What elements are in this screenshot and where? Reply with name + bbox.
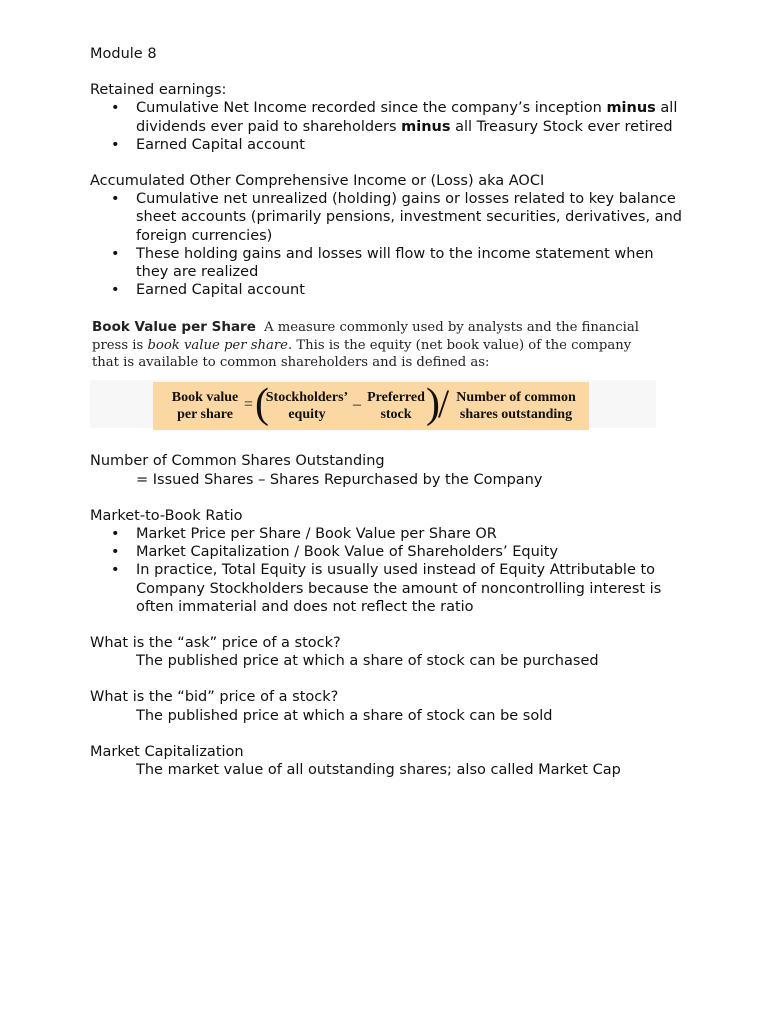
bid-price-question: What is the “bid” price of a stock? <box>90 689 339 706</box>
aoci-heading: Accumulated Other Comprehensive Income or (Loss) aka AOCI <box>90 173 545 190</box>
formula-equals: = <box>244 396 254 414</box>
shares-outstanding-heading: Number of Common Shares Outstanding <box>90 453 385 470</box>
ask-price-answer: The published price at which a share of stock can be purchased <box>136 653 599 670</box>
document-page <box>90 45 690 779</box>
figure-heading: Book Value per Share <box>92 319 256 336</box>
formula-preferred-stock: Preferred stock <box>367 390 425 423</box>
ask-price-question: What is the “ask” price of a stock? <box>90 635 341 652</box>
book-value-formula <box>153 382 589 430</box>
list-item: • Market Capitalization / Book Value of Shareholders’ Equity <box>90 543 690 561</box>
list-item: • Cumulative net unrealized (holding) gains or losses related to key balance sheet accounts (primarily pensions, investment securities, derivatives, and foreign currencies) <box>90 190 690 245</box>
list-item: • In practice, Total Equity is usually used instead of Equity Attributable to Company Stockholders because the amount of noncontrolling interest is often immaterial and does not reflect the ratio <box>90 561 690 616</box>
formula-stockholders-equity: Stockholders’ equity <box>265 390 349 423</box>
figure-intro: Book Value per Share A measure commonly used by analysts and the financial press is book value per share. This is the equity (net book value) of the company that is available to common shareholders and is defined as: <box>92 319 639 371</box>
formula-lhs: Book value per share <box>171 390 239 423</box>
formula-denominator: Number of common shares outstanding <box>456 390 576 423</box>
page-title: Module 8 <box>90 46 157 62</box>
shares-outstanding-definition: = Issued Shares – Shares Repurchased by the Company <box>136 471 543 488</box>
list-item: • These holding gains and losses will flow to the income statement when they are realized <box>90 245 690 281</box>
formula-slash: / <box>438 381 450 427</box>
aoci-list <box>90 190 690 299</box>
formula-close-paren: ) <box>426 381 440 428</box>
market-cap-heading: Market Capitalization <box>90 743 244 760</box>
market-to-book-heading: Market-to-Book Ratio <box>90 507 243 524</box>
formula-minus: – <box>353 396 361 414</box>
list-item: • Market Price per Share / Book Value per Share OR <box>90 525 690 543</box>
market-cap-definition: The market value of all outstanding shares; also called Market Cap <box>136 762 621 779</box>
retained-earnings-heading: Retained earnings: <box>90 82 227 99</box>
book-value-figure <box>90 317 656 432</box>
list-item: • Cumulative Net Income recorded since the company’s inception minus all dividends ever paid to shareholders minus all Treasury Stock ever retired <box>90 99 690 135</box>
formula-open-paren: ( <box>255 381 269 428</box>
list-item: • Earned Capital account <box>90 136 690 154</box>
retained-earnings-list <box>90 99 690 154</box>
market-to-book-list <box>90 525 690 616</box>
list-item: • Earned Capital account <box>90 281 690 299</box>
bid-price-answer: The published price at which a share of stock can be sold <box>136 707 553 724</box>
